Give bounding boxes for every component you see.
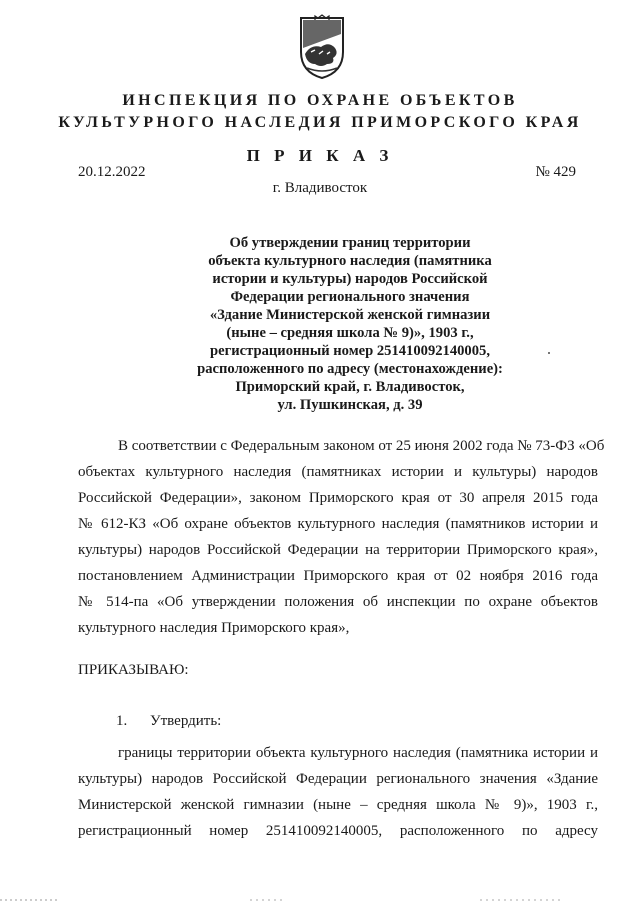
subject-line: ул. Пушкинская, д. 39 — [277, 397, 423, 413]
org-title-line2: КУЛЬТУРНОГО НАСЛЕДИЯ ПРИМОРСКОГО КРАЯ — [58, 114, 582, 131]
order-item-1 — [116, 713, 221, 730]
order-directive: ПРИКАЗЫВАЮ: — [78, 662, 189, 678]
document-city: г. Владивосток — [272, 180, 368, 196]
paragraph-line: Российской Федерации», законом Приморского края от 30 апреля 2015 года — [78, 490, 598, 506]
subject-line: объекта культурного наследия (памятника — [208, 253, 492, 269]
subject-line: Приморский край, г. Владивосток, — [235, 379, 465, 395]
item-1-paragraph — [78, 740, 598, 844]
subject-line: Об утверждении границ территории — [229, 235, 471, 251]
document-subject — [170, 234, 530, 414]
subject-line: регистрационный номер 251410092140005, — [210, 343, 490, 359]
preamble-paragraph — [78, 433, 605, 641]
paragraph-line: № 612-КЗ «Об охране объектов культурного наследия (памятников истории и — [78, 516, 598, 532]
item-number: 1. — [116, 713, 128, 729]
item-text: Утвердить: — [150, 713, 222, 729]
paragraph-line: культуры) народов Российской Федерации на территории Приморского края», — [78, 542, 598, 558]
paragraph-line: постановлением Администрации Приморского края от 02 ноября 2016 года — [78, 568, 598, 584]
scan-edge-artifacts — [0, 898, 640, 902]
document-type-title: П Р И К А З — [246, 146, 394, 165]
scan-speck — [548, 352, 550, 354]
subject-line: Федерации регионального значения — [230, 289, 470, 305]
paragraph-line: границы территории объекта культурного наследия (памятника истории и — [118, 745, 598, 761]
paragraph-line: культуры) народов Российской Федерации регионального значения «Здание — [78, 771, 598, 787]
org-title-line1: ИНСПЕКЦИЯ ПО ОХРАНЕ ОБЪЕКТОВ — [122, 92, 518, 109]
document-date: 20.12.2022 — [78, 164, 146, 180]
subject-line: (ныне – средняя школа № 9)», 1903 г., — [226, 325, 474, 341]
paragraph-line: культурного наследия Приморского края», — [78, 620, 350, 636]
paragraph-line: объектах культурного наследия (памятниках истории и культуры) народов — [78, 464, 598, 480]
paragraph-line: Министерской женской гимназии (ныне – средняя школа № 9)», 1903 г., — [78, 797, 598, 813]
subject-line: расположенного по адресу (местонахождение): — [197, 361, 503, 377]
primorsky-coat-of-arms-icon — [293, 14, 351, 80]
subject-line: «Здание Министерской женской гимназии — [209, 307, 491, 323]
paragraph-line: № 514-па «Об утверждении положения об инспекции по охране объектов — [78, 594, 598, 610]
paragraph-line: В соответствии с Федеральным законом от 25 июня 2002 года № 73-ФЗ «Об — [118, 438, 605, 454]
subject-line: истории и культуры) народов Российской — [212, 271, 488, 287]
paragraph-line: регистрационный номер 251410092140005, расположенного по адресу — [78, 823, 598, 839]
document-number: № 429 — [535, 164, 576, 180]
